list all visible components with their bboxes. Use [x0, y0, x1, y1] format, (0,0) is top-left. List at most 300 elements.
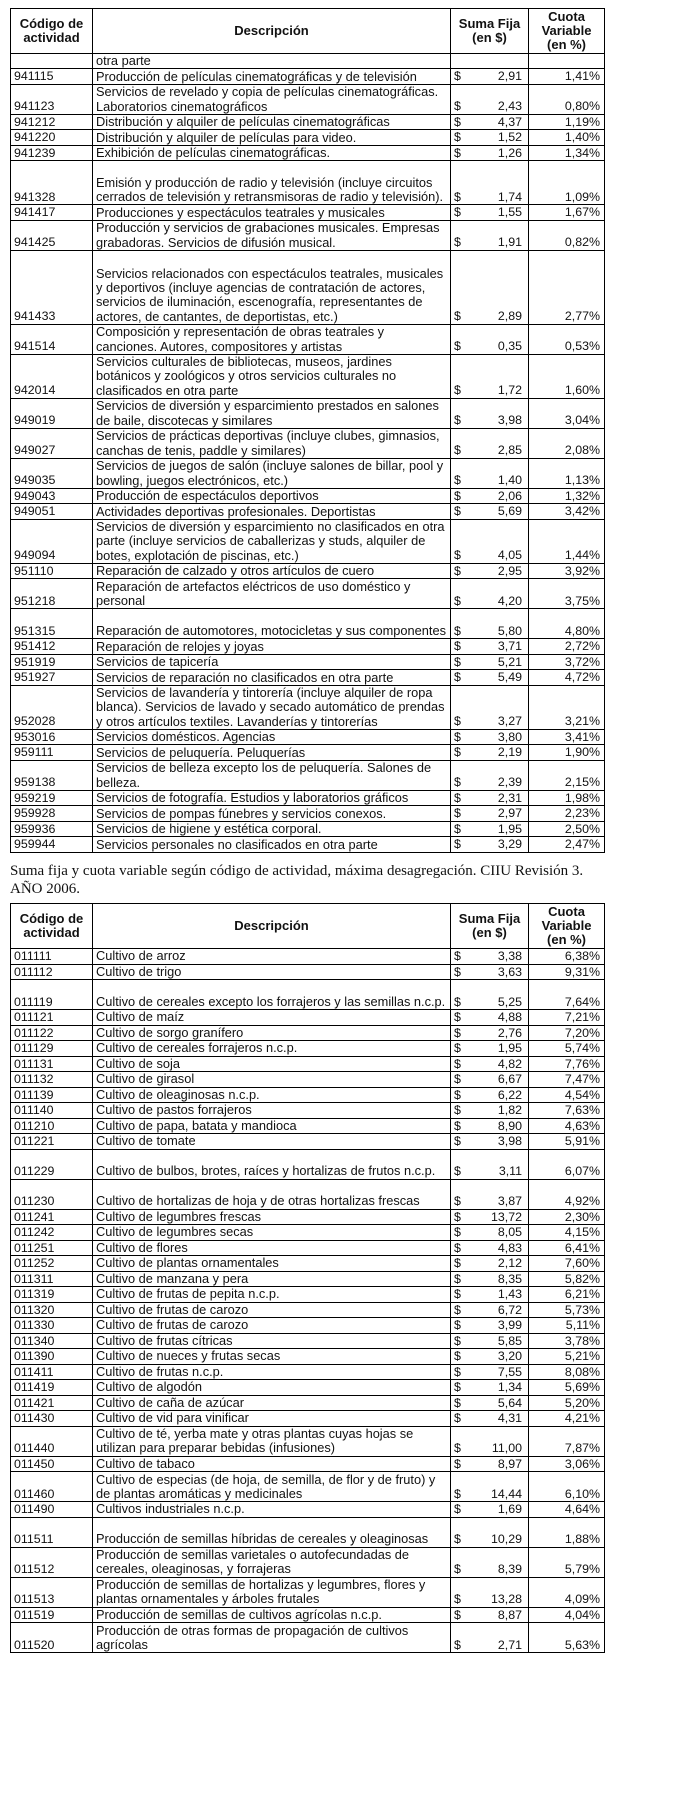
variable-rate: 5,20%	[529, 1395, 605, 1411]
fixed-amount: 2,06	[467, 488, 529, 504]
activity-description: Cultivo de maíz	[93, 1010, 451, 1026]
activity-code: 011450	[11, 1456, 93, 1472]
variable-rate: 3,06%	[529, 1456, 605, 1472]
currency-symbol: $	[451, 161, 467, 205]
activity-description: Cultivo de manzana y pera	[93, 1271, 451, 1287]
fixed-amount: 2,95	[467, 563, 529, 579]
fixed-amount: 8,35	[467, 1271, 529, 1287]
variable-rate: 1,32%	[529, 488, 605, 504]
table-row	[11, 428, 605, 458]
activity-description: Cultivo de pastos forrajeros	[93, 1103, 451, 1119]
activity-description: Cultivo de vid para vinificar	[93, 1411, 451, 1427]
activity-code: 941220	[11, 130, 93, 146]
activity-description: Cultivo de cereales forrajeros n.c.p.	[93, 1041, 451, 1057]
currency-symbol: $	[451, 670, 467, 686]
fixed-amount: 1,72	[467, 354, 529, 398]
table-row	[11, 205, 605, 221]
fixed-amount: 1,69	[467, 1502, 529, 1518]
table-row	[11, 639, 605, 655]
table-row	[11, 949, 605, 965]
activity-description: Producción de semillas de cultivos agrícolas n.c.p.	[93, 1607, 451, 1623]
header-descripcion: Descripción	[93, 9, 451, 54]
activity-description: Cultivo de bulbos, brotes, raíces y hortalizas de frutos n.c.p.	[93, 1149, 451, 1179]
header-suma-fija: Suma Fija (en $)	[451, 904, 529, 949]
activity-description: Cultivo de especias (de hoja, de semilla, de flor y de fruto) y de plantas aromáticas y medicinales	[93, 1472, 451, 1502]
activity-code: 011519	[11, 1607, 93, 1623]
variable-rate: 5,73%	[529, 1302, 605, 1318]
activity-code: 951927	[11, 670, 93, 686]
table-row	[11, 1517, 605, 1547]
currency-symbol: $	[451, 205, 467, 221]
table-row	[11, 1456, 605, 1472]
table-row	[11, 1271, 605, 1287]
fixed-amount: 1,40	[467, 458, 529, 488]
currency-symbol: $	[451, 354, 467, 398]
fixed-amount: 2,43	[467, 84, 529, 114]
table-row	[11, 1502, 605, 1518]
table-row	[11, 1426, 605, 1456]
activity-code: 951315	[11, 609, 93, 639]
activity-description: Distribución y alquiler de películas para video.	[93, 130, 451, 146]
fixed-amount: 6,72	[467, 1302, 529, 1318]
activity-description: Cultivo de trigo	[93, 964, 451, 980]
header-codigo: Código de actividad	[11, 9, 93, 54]
currency-symbol: $	[451, 130, 467, 146]
variable-rate: 2,30%	[529, 1209, 605, 1225]
currency-symbol: $	[451, 980, 467, 1010]
table-row	[11, 130, 605, 146]
activity-description: Servicios de fotografía. Estudios y laboratorios gráficos	[93, 790, 451, 806]
activity-description: otra parte	[93, 54, 451, 69]
fixed-amount: 3,20	[467, 1349, 529, 1365]
variable-rate: 7,76%	[529, 1056, 605, 1072]
variable-rate: 1,67%	[529, 205, 605, 221]
variable-rate: 2,47%	[529, 837, 605, 853]
activity-description: Servicios de diversión y esparcimiento no clasificados en otra parte (incluye servicios de caballerizas y studs, alquiler de botes, explotación de piscinas, etc.)	[93, 519, 451, 563]
variable-rate: 7,47%	[529, 1072, 605, 1088]
activity-code: 011440	[11, 1426, 93, 1456]
variable-rate: 2,50%	[529, 821, 605, 837]
currency-symbol: $	[451, 1149, 467, 1179]
table-row	[11, 1256, 605, 1272]
currency-symbol: $	[451, 84, 467, 114]
variable-rate: 5,69%	[529, 1380, 605, 1396]
currency-symbol: $	[451, 1426, 467, 1456]
fixed-amount: 5,64	[467, 1395, 529, 1411]
activity-description: Servicios de reparación no clasificados en otra parte	[93, 670, 451, 686]
variable-rate: 1,60%	[529, 354, 605, 398]
activity-description: Cultivo de sorgo granífero	[93, 1025, 451, 1041]
activity-code: 011511	[11, 1517, 93, 1547]
activity-description: Cultivo de frutas n.c.p.	[93, 1364, 451, 1380]
header-cuota-variable: Cuota Variable (en %)	[529, 904, 605, 949]
variable-rate: 3,78%	[529, 1333, 605, 1349]
activity-code: 011210	[11, 1118, 93, 1134]
variable-rate: 4,64%	[529, 1502, 605, 1518]
table-row	[11, 324, 605, 354]
fixed-amount: 3,27	[467, 685, 529, 729]
currency-symbol: $	[451, 1072, 467, 1088]
activity-description: Cultivo de soja	[93, 1056, 451, 1072]
activity-code: 011460	[11, 1472, 93, 1502]
activity-description: Cultivo de caña de azúcar	[93, 1395, 451, 1411]
variable-rate: 0,82%	[529, 220, 605, 250]
table-row	[11, 1225, 605, 1241]
activity-code: 951919	[11, 654, 93, 670]
table-row	[11, 563, 605, 579]
fixed-amount: 3,87	[467, 1179, 529, 1209]
activity-code: 941433	[11, 250, 93, 324]
fixed-amount: 3,71	[467, 639, 529, 655]
activity-description: Servicios de revelado y copia de películas cinematográficas. Laboratorios cinematográficos	[93, 84, 451, 114]
variable-rate: 3,72%	[529, 654, 605, 670]
table-row	[11, 1395, 605, 1411]
fixed-amount	[467, 54, 529, 69]
table-body	[11, 54, 605, 853]
table-row	[11, 1025, 605, 1041]
activity-code: 011241	[11, 1209, 93, 1225]
currency-symbol: $	[451, 964, 467, 980]
table-row	[11, 398, 605, 428]
activity-code: 011490	[11, 1502, 93, 1518]
fixed-amount: 5,69	[467, 504, 529, 520]
activity-description: Servicios de tapicería	[93, 654, 451, 670]
activity-description: Servicios de diversión y esparcimiento prestados en salones de baile, discotecas y similares	[93, 398, 451, 428]
table-row	[11, 1302, 605, 1318]
currency-symbol: $	[451, 685, 467, 729]
activity-description: Producción y servicios de grabaciones musicales. Empresas grabadoras. Servicios de difusión musical.	[93, 220, 451, 250]
variable-rate: 7,20%	[529, 1025, 605, 1041]
table-row	[11, 729, 605, 745]
fixed-amount: 3,98	[467, 398, 529, 428]
currency-symbol: $	[451, 821, 467, 837]
variable-rate: 7,64%	[529, 980, 605, 1010]
table-row	[11, 745, 605, 761]
variable-rate: 3,92%	[529, 563, 605, 579]
currency-symbol: $	[451, 69, 467, 85]
fixed-amount: 4,31	[467, 1411, 529, 1427]
table-row	[11, 1149, 605, 1179]
currency-symbol	[451, 54, 467, 69]
activity-code: 011121	[11, 1010, 93, 1026]
fixed-amount: 2,85	[467, 428, 529, 458]
fixed-amount: 14,44	[467, 1472, 529, 1502]
activity-description: Cultivo de oleaginosas n.c.p.	[93, 1087, 451, 1103]
activity-code: 011513	[11, 1577, 93, 1607]
activity-code: 011520	[11, 1623, 93, 1653]
table-row	[11, 1072, 605, 1088]
variable-rate: 4,92%	[529, 1179, 605, 1209]
activity-table-2	[10, 903, 605, 1653]
fixed-amount: 1,74	[467, 161, 529, 205]
table-row	[11, 1118, 605, 1134]
fixed-amount: 4,88	[467, 1010, 529, 1026]
activity-description: Reparación de calzado y otros artículos de cuero	[93, 563, 451, 579]
currency-symbol: $	[451, 1209, 467, 1225]
table-caption: Suma fija y cuota variable según código de actividad, máxima desagregación. CIIU Revisión 3. AÑO 2006.	[10, 863, 584, 897]
table-row	[11, 458, 605, 488]
variable-rate: 7,60%	[529, 1256, 605, 1272]
activity-code: 011251	[11, 1240, 93, 1256]
table-row	[11, 1380, 605, 1396]
table-row	[11, 1607, 605, 1623]
currency-symbol: $	[451, 519, 467, 563]
variable-rate: 7,21%	[529, 1010, 605, 1026]
variable-rate: 7,63%	[529, 1103, 605, 1119]
table-row	[11, 1056, 605, 1072]
fixed-amount: 1,34	[467, 1380, 529, 1396]
fixed-amount: 5,85	[467, 1333, 529, 1349]
table-row	[11, 488, 605, 504]
currency-symbol: $	[451, 1240, 467, 1256]
activity-code: 011112	[11, 964, 93, 980]
activity-description: Reparación de artefactos eléctricos de uso doméstico y personal	[93, 579, 451, 609]
table-row	[11, 837, 605, 853]
fixed-amount: 7,55	[467, 1364, 529, 1380]
table-row	[11, 1010, 605, 1026]
fixed-amount: 2,19	[467, 745, 529, 761]
activity-code: 011132	[11, 1072, 93, 1088]
activity-description: Cultivo de legumbres frescas	[93, 1209, 451, 1225]
fixed-amount: 3,63	[467, 964, 529, 980]
activity-code: 011252	[11, 1256, 93, 1272]
fixed-amount: 2,76	[467, 1025, 529, 1041]
table-row	[11, 670, 605, 686]
activity-code: 011221	[11, 1134, 93, 1150]
activity-description: Servicios de prácticas deportivas (incluye clubes, gimnasios, canchas de tenis, paddle y similares)	[93, 428, 451, 458]
currency-symbol: $	[451, 1623, 467, 1653]
variable-rate: 2,72%	[529, 639, 605, 655]
currency-symbol: $	[451, 1225, 467, 1241]
table-row	[11, 1411, 605, 1427]
table-row	[11, 760, 605, 790]
activity-code	[11, 54, 93, 69]
currency-symbol: $	[451, 745, 467, 761]
currency-symbol: $	[451, 324, 467, 354]
variable-rate: 9,31%	[529, 964, 605, 980]
currency-symbol: $	[451, 1607, 467, 1623]
activity-code: 941123	[11, 84, 93, 114]
variable-rate: 6,10%	[529, 1472, 605, 1502]
activity-code: 011430	[11, 1411, 93, 1427]
activity-description: Cultivo de flores	[93, 1240, 451, 1256]
currency-symbol: $	[451, 1103, 467, 1119]
activity-description: Cultivo de plantas ornamentales	[93, 1256, 451, 1272]
variable-rate: 2,08%	[529, 428, 605, 458]
table-row	[11, 1623, 605, 1653]
activity-code: 942014	[11, 354, 93, 398]
currency-symbol: $	[451, 1395, 467, 1411]
activity-code: 011340	[11, 1333, 93, 1349]
table-row	[11, 654, 605, 670]
fixed-amount: 3,98	[467, 1134, 529, 1150]
variable-rate: 1,19%	[529, 114, 605, 130]
table-row	[11, 1179, 605, 1209]
activity-code: 011229	[11, 1149, 93, 1179]
activity-code: 011512	[11, 1547, 93, 1577]
activity-code: 011419	[11, 1380, 93, 1396]
activity-description: Cultivo de tabaco	[93, 1456, 451, 1472]
currency-symbol: $	[451, 563, 467, 579]
currency-symbol: $	[451, 729, 467, 745]
activity-code: 011242	[11, 1225, 93, 1241]
activity-description: Cultivo de frutas de carozo	[93, 1302, 451, 1318]
fixed-amount: 1,95	[467, 821, 529, 837]
header-suma-fija: Suma Fija (en $)	[451, 9, 529, 54]
variable-rate: 6,21%	[529, 1287, 605, 1303]
variable-rate: 3,21%	[529, 685, 605, 729]
currency-symbol: $	[451, 579, 467, 609]
activity-code: 941425	[11, 220, 93, 250]
activity-description: Cultivo de hortalizas de hoja y de otras hortalizas frescas	[93, 1179, 451, 1209]
activity-code: 949051	[11, 504, 93, 520]
currency-symbol: $	[451, 1118, 467, 1134]
currency-symbol: $	[451, 1256, 467, 1272]
fixed-amount: 4,82	[467, 1056, 529, 1072]
activity-code: 949027	[11, 428, 93, 458]
fixed-amount: 1,52	[467, 130, 529, 146]
fixed-amount: 2,91	[467, 69, 529, 85]
currency-symbol: $	[451, 1456, 467, 1472]
activity-description: Exhibición de películas cinematográficas.	[93, 145, 451, 161]
variable-rate: 1,98%	[529, 790, 605, 806]
fixed-amount: 3,11	[467, 1149, 529, 1179]
fixed-amount: 8,97	[467, 1456, 529, 1472]
activity-code: 959111	[11, 745, 93, 761]
activity-description: Servicios relacionados con espectáculos teatrales, musicales y deportivos (incluye agencias de contratación de actores, servicios de iluminación, escenografía, representantes de actores, de cantantes, de deportistas, etc.)	[93, 250, 451, 324]
activity-code: 011311	[11, 1271, 93, 1287]
table-body	[11, 949, 605, 1653]
activity-description: Cultivo de girasol	[93, 1072, 451, 1088]
table-row	[11, 1209, 605, 1225]
variable-rate: 3,75%	[529, 579, 605, 609]
currency-symbol: $	[451, 1364, 467, 1380]
currency-symbol: $	[451, 1271, 467, 1287]
activity-description: Servicios de belleza excepto los de peluquería. Salones de belleza.	[93, 760, 451, 790]
variable-rate: 4,80%	[529, 609, 605, 639]
variable-rate: 1,90%	[529, 745, 605, 761]
variable-rate: 4,21%	[529, 1411, 605, 1427]
table-row	[11, 609, 605, 639]
table-row	[11, 354, 605, 398]
fixed-amount: 6,22	[467, 1087, 529, 1103]
table-row	[11, 964, 605, 980]
fixed-amount: 5,21	[467, 654, 529, 670]
activity-description: Producción de espectáculos deportivos	[93, 488, 451, 504]
activity-description: Composición y representación de obras teatrales y canciones. Autores, compositores y artistas	[93, 324, 451, 354]
activity-code: 941115	[11, 69, 93, 85]
variable-rate: 0,80%	[529, 84, 605, 114]
variable-rate: 2,77%	[529, 250, 605, 324]
activity-description: Producciones y espectáculos teatrales y musicales	[93, 205, 451, 221]
fixed-amount: 1,55	[467, 205, 529, 221]
activity-code: 959936	[11, 821, 93, 837]
currency-symbol: $	[451, 1517, 467, 1547]
activity-code: 941212	[11, 114, 93, 130]
currency-symbol: $	[451, 1179, 467, 1209]
table-row	[11, 685, 605, 729]
activity-description: Reparación de automotores, motocicletas y sus componentes	[93, 609, 451, 639]
activity-code: 941239	[11, 145, 93, 161]
currency-symbol: $	[451, 609, 467, 639]
variable-rate: 6,38%	[529, 949, 605, 965]
variable-rate: 1,88%	[529, 1517, 605, 1547]
table-row	[11, 220, 605, 250]
table-row	[11, 1472, 605, 1502]
activity-description: Servicios de juegos de salón (incluye salones de billar, pool y bowling, juegos electrónicos, etc.)	[93, 458, 451, 488]
activity-code: 951218	[11, 579, 93, 609]
fixed-amount: 4,20	[467, 579, 529, 609]
table-row	[11, 519, 605, 563]
variable-rate: 5,11%	[529, 1318, 605, 1334]
activity-code: 951110	[11, 563, 93, 579]
fixed-amount: 4,83	[467, 1240, 529, 1256]
activity-description: Producción de otras formas de propagación de cultivos agrícolas	[93, 1623, 451, 1653]
activity-code: 011139	[11, 1087, 93, 1103]
table-row	[11, 1240, 605, 1256]
activity-description: Producción de semillas de hortalizas y legumbres, flores y plantas ornamentales y árboles frutales	[93, 1577, 451, 1607]
table-row	[11, 1364, 605, 1380]
fixed-amount: 1,91	[467, 220, 529, 250]
variable-rate: 4,09%	[529, 1577, 605, 1607]
fixed-amount: 1,26	[467, 145, 529, 161]
activity-code: 941328	[11, 161, 93, 205]
fixed-amount: 2,39	[467, 760, 529, 790]
activity-code: 011421	[11, 1395, 93, 1411]
activity-code: 949094	[11, 519, 93, 563]
activity-description: Cultivo de algodón	[93, 1380, 451, 1396]
activity-description: Cultivo de frutas cítricas	[93, 1333, 451, 1349]
variable-rate: 0,53%	[529, 324, 605, 354]
activity-table-1	[10, 8, 605, 853]
variable-rate: 1,41%	[529, 69, 605, 85]
activity-code: 011119	[11, 980, 93, 1010]
activity-code: 011111	[11, 949, 93, 965]
activity-description: Servicios personales no clasificados en otra parte	[93, 837, 451, 853]
activity-description: Producción de semillas híbridas de cereales y oleaginosas	[93, 1517, 451, 1547]
currency-symbol: $	[451, 458, 467, 488]
fixed-amount: 3,99	[467, 1318, 529, 1334]
currency-symbol: $	[451, 1502, 467, 1518]
fixed-amount: 5,80	[467, 609, 529, 639]
variable-rate: 4,15%	[529, 1225, 605, 1241]
activity-code: 953016	[11, 729, 93, 745]
activity-code: 959138	[11, 760, 93, 790]
header-descripcion: Descripción	[93, 904, 451, 949]
fixed-amount: 2,89	[467, 250, 529, 324]
activity-code: 011230	[11, 1179, 93, 1209]
table-row	[11, 1547, 605, 1577]
activity-description: Cultivo de frutas de pepita n.c.p.	[93, 1287, 451, 1303]
activity-code: 959944	[11, 837, 93, 853]
activity-code: 949035	[11, 458, 93, 488]
variable-rate: 5,91%	[529, 1134, 605, 1150]
activity-code: 949043	[11, 488, 93, 504]
variable-rate: 3,04%	[529, 398, 605, 428]
variable-rate: 1,40%	[529, 130, 605, 146]
currency-symbol: $	[451, 806, 467, 822]
currency-symbol: $	[451, 250, 467, 324]
fixed-amount: 8,39	[467, 1547, 529, 1577]
activity-description: Actividades deportivas profesionales. Deportistas	[93, 504, 451, 520]
activity-description: Cultivo de legumbres secas	[93, 1225, 451, 1241]
variable-rate: 2,15%	[529, 760, 605, 790]
variable-rate: 1,09%	[529, 161, 605, 205]
currency-symbol: $	[451, 1318, 467, 1334]
activity-description: Servicios de pompas fúnebres y servicios conexos.	[93, 806, 451, 822]
activity-description: Cultivo de tomate	[93, 1134, 451, 1150]
activity-code: 011131	[11, 1056, 93, 1072]
